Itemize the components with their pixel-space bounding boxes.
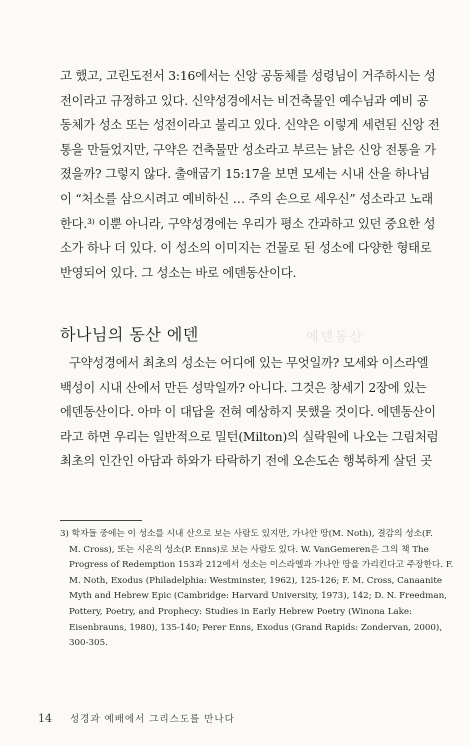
text-line: 반영되어 있다. 그 성소는 바로 에덴동산이다. xyxy=(60,265,297,280)
footnote-line: 3) 학자들 중에는 이 성소를 시내 산으로 보는 사람도 있지만, 가나안 땅(M. Noth), 결감의 성소(F. xyxy=(60,529,433,539)
text-line: 최초의 인간인 아담과 하와가 타락하기 전에 오손도손 행복하게 살던 곳 xyxy=(60,454,433,469)
footnotes xyxy=(60,527,454,652)
text-line: 에덴동산이다. 아마 이 대답을 전혀 예상하지 못했을 것이다. 에덴동산이 xyxy=(60,405,436,420)
footnote-line: Progress of Redemption 153과 212에서 성소는 이스라엘과 가나안 땅을 가리킨다고 주장한다. F. xyxy=(69,560,454,571)
footnote-line: Eisenbrauns, 1980), 135-140; Perer Enns, Exodus (Grand Rapids: Zondervan, 2000), xyxy=(69,622,443,633)
footnote-divider xyxy=(60,520,142,521)
section-heading: 하나님의 동산 에덴 xyxy=(60,325,199,344)
text-line: 동체가 성소 또는 성전이라고 불리고 있다. 신약은 이렇게 세련된 신앙 전 xyxy=(60,118,440,133)
text-line: 졌을까? 그렇지 않다. 출애굽기 15:17을 보면 모세는 시내 산을 하나님 xyxy=(60,167,430,182)
page-footer xyxy=(38,711,235,725)
footnote-line: 300-305. xyxy=(69,638,108,649)
body-paragraph-top xyxy=(60,64,440,285)
text-line: 구약성경에서 최초의 성소는 어디에 있는 무엇일까? 모세와 이스라엘 xyxy=(69,356,429,370)
text-line: 소가 하나 더 있다. 이 성소의 이미지는 건물로 된 성소에 다양한 형태로 xyxy=(60,241,432,256)
text-line: 통을 만들었지만, 구약은 건축물만 성소라고 부르는 낡은 신앙 전통을 가 xyxy=(60,142,436,157)
text-line: 한다.³⁾ 이뿐 아니라, 구약성경에는 우리가 평소 간과하고 있던 중요한 성 xyxy=(60,216,436,231)
text-line: 라고 하면 우리는 일반적으로 밀턴(Milton)의 실락원에 나오는 그림처럼 xyxy=(60,429,439,444)
footnote-line: M. Noth, Exodus (Philadelphia: Westminster, 1962), 125-126; F. M. Cross, Canaanite xyxy=(69,575,442,586)
show-through-heading: 에덴동산 xyxy=(306,330,365,345)
footnote-line: Myth and Hebrew Epic (Cambridge: Harvard University, 1973), 142; D. N. Freedman, xyxy=(69,591,447,602)
page-number: 14 xyxy=(38,712,52,725)
body-paragraph-bottom xyxy=(60,351,439,474)
text-line: 이 “처소를 삼으시려고 예비하신 … 주의 손으로 세우신” 성소라고 노래 xyxy=(60,191,433,206)
footnote-line: M. Cross), 또는 시온의 성소(P. Enns)로 보는 사람도 있다. W. VanGemeren은 그의 책 The xyxy=(69,544,429,555)
footnote-line: Pottery, Poetry, and Prophecy: Studies in Early Hebrew Poetry (Winona Lake: xyxy=(69,606,412,617)
text-line: 고 했고, 고린도전서 3:16에서는 신앙 공동체를 성령님이 거주하시는 성 xyxy=(60,69,436,83)
text-line: 전이라고 규정하고 있다. 신약성경에서는 비건축물인 예수님과 예비 공 xyxy=(60,93,429,108)
text-line: 백성이 시내 산에서 만든 성막일까? 아니다. 그것은 창세기 2장에 있는 xyxy=(60,380,427,395)
running-title: 성경과 예배에서 그리스도를 만나다 xyxy=(70,714,235,725)
